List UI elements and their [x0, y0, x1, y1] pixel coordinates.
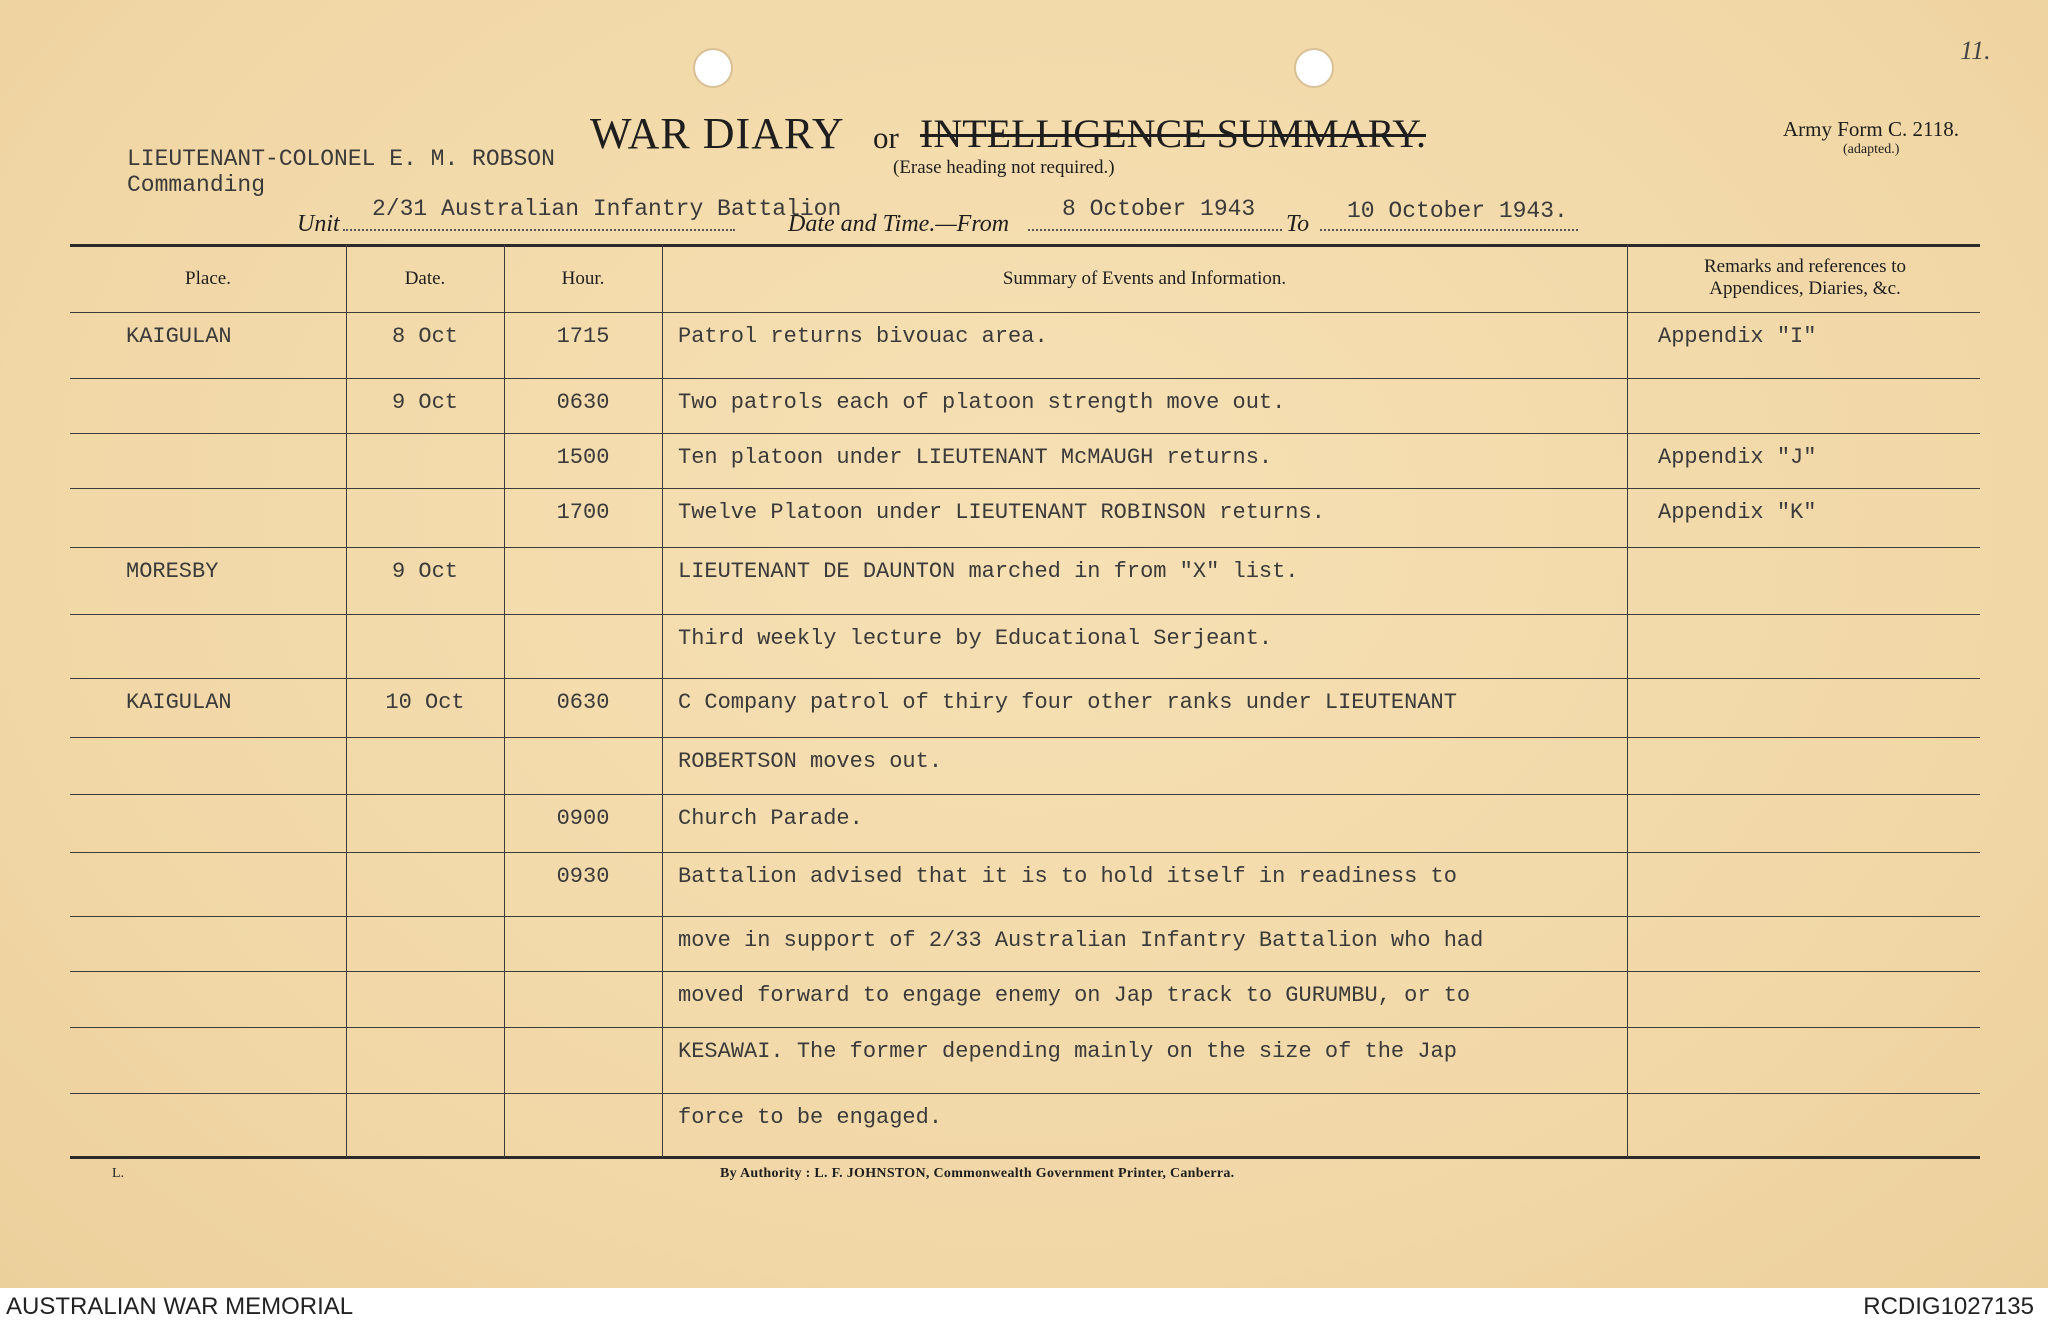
header-summary: Summary of Events and Information. — [1002, 268, 1287, 289]
cell-place: KAIGULAN — [126, 324, 232, 349]
cell-summary: C Company patrol of thiry four other ranks under LIEUTENANT — [678, 690, 1457, 715]
table-column-rule — [346, 244, 347, 1158]
table-row-rule — [70, 614, 1980, 615]
cell-summary: KESAWAI. The former depending mainly on the size of the Jap — [678, 1039, 1457, 1064]
cell-date: 9 Oct — [391, 390, 458, 415]
cell-summary: moved forward to engage enemy on Jap track to GURUMBU, or to — [678, 983, 1471, 1008]
table-row-rule — [70, 547, 1980, 548]
table-row-rule — [70, 488, 1980, 489]
punch-hole-right — [1294, 48, 1334, 88]
cell-summary: Twelve Platoon under LIEUTENANT ROBINSON returns. — [678, 500, 1325, 525]
cell-hour: 0900 — [556, 806, 610, 831]
cell-date: 10 Oct — [385, 690, 465, 715]
cell-hour: 1700 — [556, 500, 610, 525]
cell-place: KAIGULAN — [126, 690, 232, 715]
cell-summary: Two patrols each of platoon strength move out. — [678, 390, 1286, 415]
archive-institution: AUSTRALIAN WAR MEMORIAL — [6, 1293, 354, 1320]
table-row-rule — [70, 794, 1980, 795]
unit-dotted-line — [343, 229, 735, 231]
cell-summary: ROBERTSON moves out. — [678, 749, 943, 774]
cell-hour: 0930 — [556, 864, 610, 889]
date-from-dotted-line — [1028, 229, 1282, 231]
cell-hour: 0630 — [556, 690, 610, 715]
cell-hour: 0630 — [556, 390, 610, 415]
table-row-rule — [70, 1093, 1980, 1094]
punch-hole-left — [693, 48, 733, 88]
commander-role: Commanding — [127, 172, 266, 198]
header-date: Date. — [404, 268, 446, 289]
cell-summary: Church Parade. — [678, 806, 863, 831]
table-row-rule — [70, 378, 1980, 379]
table-column-rule — [662, 244, 663, 1158]
table-column-rule — [1627, 244, 1628, 1158]
form-title: WAR DIARY — [590, 109, 845, 158]
archive-reference: RCDIG1027135 — [1863, 1293, 2034, 1320]
date-to-dotted-line — [1320, 229, 1578, 231]
form-adapted-note: (adapted.) — [1843, 142, 1900, 157]
cell-remarks: Appendix "K" — [1658, 500, 1817, 525]
table-row-rule — [70, 678, 1980, 679]
date-from-label: Date and Time.—From — [788, 211, 1010, 237]
header-place: Place. — [185, 268, 231, 289]
unit-value: 2/31 Australian Infantry Battalion — [372, 196, 842, 222]
footer-authority: By Authority : L. F. JOHNSTON, Commonwealth Government Printer, Canberra. — [720, 1166, 1235, 1181]
date-to-label: To — [1286, 211, 1310, 237]
unit-label: Unit — [297, 211, 340, 237]
cell-remarks: Appendix "J" — [1658, 445, 1817, 470]
cell-summary: Battalion advised that it is to hold itself in readiness to — [678, 864, 1457, 889]
form-title-struck: INTELLIGENCE SUMMARY. — [920, 111, 1426, 156]
cell-summary: LIEUTENANT DE DAUNTON marched in from "X" list. — [678, 559, 1299, 584]
table-top-rule — [70, 244, 1980, 247]
cell-summary: force to be engaged. — [678, 1105, 943, 1130]
table-row-rule — [70, 971, 1980, 972]
cell-hour: 1500 — [556, 445, 610, 470]
table-row-rule — [70, 852, 1980, 853]
cell-summary: Patrol returns bivouac area. — [678, 324, 1048, 349]
header-hour: Hour. — [561, 268, 605, 289]
cell-summary: Third weekly lecture by Educational Serjeant. — [678, 626, 1273, 651]
footer-left-mark: L. — [112, 1166, 125, 1181]
cell-remarks: Appendix "I" — [1658, 324, 1817, 349]
table-row-rule — [70, 433, 1980, 434]
commander-name: LIEUTENANT-COLONEL E. M. ROBSON — [127, 146, 555, 172]
form-number: Army Form C. 2118. — [1783, 117, 1959, 141]
form-title-note: (Erase heading not required.) — [893, 157, 1115, 178]
table-header-rule — [70, 312, 1980, 313]
diary-table — [70, 244, 1980, 1158]
cell-summary: Ten platoon under LIEUTENANT McMAUGH returns. — [678, 445, 1273, 470]
table-row-rule — [70, 916, 1980, 917]
table-row-rule — [70, 1027, 1980, 1028]
cell-date: 9 Oct — [391, 559, 458, 584]
date-to-value: 10 October 1943. — [1347, 198, 1568, 224]
date-from-value: 8 October 1943 — [1062, 196, 1256, 222]
header-remarks: Remarks and references to Appendices, Diaries, &c. — [1703, 256, 1907, 299]
cell-date: 8 Oct — [391, 324, 458, 349]
table-column-rule — [504, 244, 505, 1158]
cell-place: MORESBY — [126, 559, 219, 584]
page-number-mark: 11. — [1960, 36, 1991, 65]
cell-summary: move in support of 2/33 Australian Infantry Battalion who had — [678, 928, 1484, 953]
form-title-or: or — [873, 120, 899, 155]
table-bottom-rule — [70, 1156, 1980, 1159]
cell-hour: 1715 — [556, 324, 610, 349]
table-row-rule — [70, 737, 1980, 738]
